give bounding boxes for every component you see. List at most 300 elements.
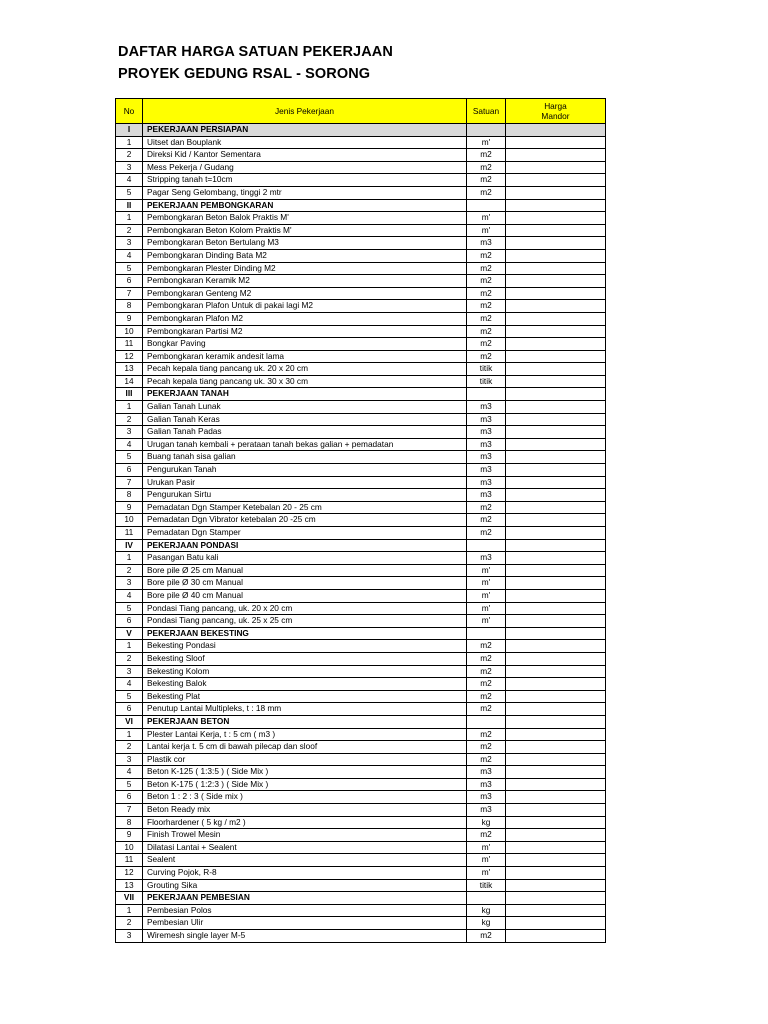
table-row <box>116 804 606 817</box>
row-description: Pembongkaran Partisi M2 <box>143 325 467 338</box>
row-unit: m2 <box>467 640 506 653</box>
row-unit: m2 <box>467 753 506 766</box>
table-row <box>116 741 606 754</box>
row-number: 8 <box>116 816 143 829</box>
row-number: 6 <box>116 464 143 477</box>
table-row <box>116 728 606 741</box>
row-unit: m2 <box>467 665 506 678</box>
row-harga-mandor <box>506 413 606 426</box>
row-description: Bore pile Ø 30 cm Manual <box>143 577 467 590</box>
row-unit: titik <box>467 375 506 388</box>
row-number: 4 <box>116 589 143 602</box>
table-row <box>116 791 606 804</box>
row-description: Plastik cor <box>143 753 467 766</box>
row-unit: m2 <box>467 514 506 527</box>
row-description: Bore pile Ø 25 cm Manual <box>143 564 467 577</box>
row-number: 1 <box>116 212 143 225</box>
row-harga-mandor <box>506 451 606 464</box>
row-number: 3 <box>116 753 143 766</box>
row-unit: m3 <box>467 426 506 439</box>
row-description: Penutup Lantai Multipleks, t : 18 mm <box>143 703 467 716</box>
row-harga-mandor <box>506 539 606 552</box>
row-unit <box>467 627 506 640</box>
row-number: 3 <box>116 665 143 678</box>
row-harga-mandor <box>506 703 606 716</box>
row-description: PEKERJAAN TANAH <box>143 388 467 401</box>
table-row <box>116 149 606 162</box>
row-description: Galian Tanah Lunak <box>143 401 467 414</box>
row-harga-mandor <box>506 766 606 779</box>
row-number: 9 <box>116 312 143 325</box>
row-harga-mandor <box>506 564 606 577</box>
row-description: Pengurukan Sirtu <box>143 489 467 502</box>
table-row <box>116 249 606 262</box>
row-unit: m3 <box>467 413 506 426</box>
row-harga-mandor <box>506 325 606 338</box>
row-number: 3 <box>116 237 143 250</box>
row-unit: m2 <box>467 161 506 174</box>
row-description: Uitset dan Bouplank <box>143 136 467 149</box>
row-harga-mandor <box>506 867 606 880</box>
row-number: 7 <box>116 476 143 489</box>
row-description: Bekesting Kolom <box>143 665 467 678</box>
table-row <box>116 917 606 930</box>
row-harga-mandor <box>506 690 606 703</box>
row-unit: m3 <box>467 489 506 502</box>
row-description: Bekesting Plat <box>143 690 467 703</box>
row-unit: m2 <box>467 325 506 338</box>
row-harga-mandor <box>506 186 606 199</box>
row-unit: m2 <box>467 678 506 691</box>
row-description: Pembongkaran Genteng M2 <box>143 287 467 300</box>
row-unit: m2 <box>467 527 506 540</box>
row-harga-mandor <box>506 212 606 225</box>
section-row <box>116 199 606 212</box>
row-number: 8 <box>116 489 143 502</box>
row-unit: m3 <box>467 438 506 451</box>
project-title: PROYEK GEDUNG RSAL - SORONG <box>118 66 371 82</box>
row-description: PEKERJAAN PEMBESIAN <box>143 892 467 905</box>
table-row <box>116 652 606 665</box>
table-row <box>116 136 606 149</box>
table-row <box>116 174 606 187</box>
table-row <box>116 577 606 590</box>
row-number: 4 <box>116 438 143 451</box>
row-number: 2 <box>116 741 143 754</box>
row-description: Direksi Kid / Kantor Sementara <box>143 149 467 162</box>
row-number: 1 <box>116 904 143 917</box>
row-unit: m2 <box>467 350 506 363</box>
row-number: 2 <box>116 917 143 930</box>
row-unit: m' <box>467 212 506 225</box>
header-harga-line2: Mandor <box>541 111 570 121</box>
row-harga-mandor <box>506 778 606 791</box>
table-row <box>116 350 606 363</box>
row-harga-mandor <box>506 854 606 867</box>
row-harga-mandor <box>506 300 606 313</box>
row-number: IV <box>116 539 143 552</box>
row-number: 6 <box>116 275 143 288</box>
row-description: PEKERJAAN PERSIAPAN <box>143 124 467 137</box>
table-row <box>116 325 606 338</box>
table-row <box>116 829 606 842</box>
row-description: PEKERJAAN BEKESTING <box>143 627 467 640</box>
row-harga-mandor <box>506 527 606 540</box>
row-description: Beton K-125 ( 1:3:5 ) ( Side Mix ) <box>143 766 467 779</box>
document-title: DAFTAR HARGA SATUAN PEKERJAAN <box>118 44 393 60</box>
row-unit: m3 <box>467 804 506 817</box>
table-row <box>116 753 606 766</box>
row-number: 14 <box>116 375 143 388</box>
row-description: Pengurukan Tanah <box>143 464 467 477</box>
table-row <box>116 514 606 527</box>
row-description: Pembesian Polos <box>143 904 467 917</box>
row-description: Pondasi Tiang pancang, uk. 25 x 25 cm <box>143 615 467 628</box>
table-row <box>116 527 606 540</box>
row-harga-mandor <box>506 930 606 943</box>
row-number: V <box>116 627 143 640</box>
row-harga-mandor <box>506 224 606 237</box>
row-unit: m' <box>467 841 506 854</box>
table-row <box>116 867 606 880</box>
row-description: Finish Trowel Mesin <box>143 829 467 842</box>
row-description: Pembongkaran Keramik M2 <box>143 275 467 288</box>
row-number: 5 <box>116 262 143 275</box>
row-number: 3 <box>116 930 143 943</box>
table-row <box>116 476 606 489</box>
table-row <box>116 678 606 691</box>
row-harga-mandor <box>506 338 606 351</box>
section-row <box>116 892 606 905</box>
row-harga-mandor <box>506 615 606 628</box>
row-number: 3 <box>116 577 143 590</box>
row-unit <box>467 892 506 905</box>
table-row <box>116 275 606 288</box>
row-description: Beton K-175 ( 1:2:3 ) ( Side Mix ) <box>143 778 467 791</box>
row-number: 11 <box>116 527 143 540</box>
row-description: Pecah kepala tiang pancang uk. 30 x 30 cm <box>143 375 467 388</box>
row-number: 10 <box>116 325 143 338</box>
row-number: 2 <box>116 564 143 577</box>
row-description: Pembongkaran Plester Dinding M2 <box>143 262 467 275</box>
row-description: Sealent <box>143 854 467 867</box>
row-unit: m2 <box>467 703 506 716</box>
row-harga-mandor <box>506 287 606 300</box>
price-table <box>115 98 606 943</box>
row-unit: m2 <box>467 741 506 754</box>
row-number: 6 <box>116 615 143 628</box>
row-unit: m3 <box>467 237 506 250</box>
row-harga-mandor <box>506 401 606 414</box>
row-unit: m' <box>467 577 506 590</box>
row-number: VII <box>116 892 143 905</box>
row-description: Dilatasi Lantai + Sealent <box>143 841 467 854</box>
row-unit <box>467 388 506 401</box>
row-unit: kg <box>467 904 506 917</box>
table-row <box>116 401 606 414</box>
table-row <box>116 552 606 565</box>
row-harga-mandor <box>506 577 606 590</box>
row-harga-mandor <box>506 892 606 905</box>
row-number: II <box>116 199 143 212</box>
table-row <box>116 237 606 250</box>
row-description: Floorhardener ( 5 kg / m2 ) <box>143 816 467 829</box>
row-harga-mandor <box>506 804 606 817</box>
row-description: Pasangan Batu kali <box>143 552 467 565</box>
row-number: 6 <box>116 791 143 804</box>
row-number: 13 <box>116 363 143 376</box>
row-harga-mandor <box>506 363 606 376</box>
row-description: Curving Pojok, R-8 <box>143 867 467 880</box>
row-harga-mandor <box>506 388 606 401</box>
row-number: 6 <box>116 703 143 716</box>
table-row <box>116 778 606 791</box>
row-unit: m2 <box>467 186 506 199</box>
row-number: III <box>116 388 143 401</box>
row-unit: m' <box>467 602 506 615</box>
table-row <box>116 426 606 439</box>
row-number: 4 <box>116 766 143 779</box>
row-description: Urugan tanah kembali + perataan tanah bekas galian + pemadatan <box>143 438 467 451</box>
row-description: Mess Pekerja / Gudang <box>143 161 467 174</box>
row-unit: m3 <box>467 451 506 464</box>
row-unit: m2 <box>467 287 506 300</box>
row-harga-mandor <box>506 350 606 363</box>
row-number: 2 <box>116 652 143 665</box>
row-unit: m' <box>467 564 506 577</box>
row-harga-mandor <box>506 275 606 288</box>
row-number: 5 <box>116 690 143 703</box>
row-unit: m' <box>467 224 506 237</box>
row-description: Lantai kerja t. 5 cm di bawah pilecap dan sloof <box>143 741 467 754</box>
row-harga-mandor <box>506 262 606 275</box>
row-unit: m2 <box>467 690 506 703</box>
row-harga-mandor <box>506 312 606 325</box>
row-description: Beton Ready mix <box>143 804 467 817</box>
row-unit: m3 <box>467 401 506 414</box>
row-unit: m2 <box>467 249 506 262</box>
row-number: 1 <box>116 401 143 414</box>
row-harga-mandor <box>506 728 606 741</box>
row-description: Bongkar Paving <box>143 338 467 351</box>
row-harga-mandor <box>506 904 606 917</box>
row-unit: m2 <box>467 338 506 351</box>
table-row <box>116 287 606 300</box>
row-description: Wiremesh single layer M-5 <box>143 930 467 943</box>
row-harga-mandor <box>506 816 606 829</box>
row-harga-mandor <box>506 489 606 502</box>
row-unit: m2 <box>467 312 506 325</box>
row-description: Urukan Pasir <box>143 476 467 489</box>
header-satuan: Satuan <box>467 99 506 124</box>
row-description: Galian Tanah Padas <box>143 426 467 439</box>
table-row <box>116 640 606 653</box>
table-body <box>116 124 606 943</box>
row-description: Pemadatan Dgn Stamper Ketebalan 20 - 25 cm <box>143 501 467 514</box>
row-description: Bekesting Balok <box>143 678 467 691</box>
row-number: 1 <box>116 552 143 565</box>
row-number: 9 <box>116 501 143 514</box>
row-unit: m2 <box>467 262 506 275</box>
row-description: Grouting Sika <box>143 879 467 892</box>
row-harga-mandor <box>506 237 606 250</box>
row-number: 3 <box>116 161 143 174</box>
row-number: 5 <box>116 602 143 615</box>
row-unit: m' <box>467 136 506 149</box>
row-number: 9 <box>116 829 143 842</box>
row-unit: m2 <box>467 501 506 514</box>
section-row <box>116 627 606 640</box>
row-harga-mandor <box>506 678 606 691</box>
row-harga-mandor <box>506 829 606 842</box>
row-harga-mandor <box>506 640 606 653</box>
row-number: 2 <box>116 224 143 237</box>
row-number: 10 <box>116 514 143 527</box>
row-harga-mandor <box>506 149 606 162</box>
row-harga-mandor <box>506 375 606 388</box>
row-unit: m3 <box>467 552 506 565</box>
row-number: 1 <box>116 136 143 149</box>
row-description: Pagar Seng Gelombang, tinggi 2 mtr <box>143 186 467 199</box>
row-description: Pembongkaran Beton Balok Praktis M' <box>143 212 467 225</box>
row-unit: m' <box>467 867 506 880</box>
row-description: Pembongkaran Beton Kolom Praktis M' <box>143 224 467 237</box>
row-unit <box>467 199 506 212</box>
row-harga-mandor <box>506 652 606 665</box>
table-row <box>116 501 606 514</box>
row-unit: m' <box>467 589 506 602</box>
row-description: Pembongkaran Dinding Bata M2 <box>143 249 467 262</box>
row-unit: m2 <box>467 829 506 842</box>
row-number: 13 <box>116 879 143 892</box>
row-harga-mandor <box>506 879 606 892</box>
row-description: Pembongkaran keramik andesit lama <box>143 350 467 363</box>
row-description: Bekesting Pondasi <box>143 640 467 653</box>
table-row <box>116 224 606 237</box>
row-unit: m2 <box>467 149 506 162</box>
row-unit: m3 <box>467 766 506 779</box>
row-description: Pembongkaran Plafon Untuk di pakai lagi M2 <box>143 300 467 313</box>
row-unit <box>467 124 506 137</box>
row-harga-mandor <box>506 124 606 137</box>
row-unit: kg <box>467 917 506 930</box>
row-unit: kg <box>467 816 506 829</box>
row-number: 1 <box>116 640 143 653</box>
table-row <box>116 363 606 376</box>
row-number: 5 <box>116 451 143 464</box>
table-row <box>116 589 606 602</box>
table-row <box>116 300 606 313</box>
row-description: Pecah kepala tiang pancang uk. 20 x 20 cm <box>143 363 467 376</box>
table-row <box>116 438 606 451</box>
row-harga-mandor <box>506 438 606 451</box>
row-unit: m2 <box>467 275 506 288</box>
table-row <box>116 413 606 426</box>
row-harga-mandor <box>506 791 606 804</box>
header-no: No <box>116 99 143 124</box>
row-unit: titik <box>467 879 506 892</box>
row-description: Pondasi Tiang pancang, uk. 20 x 20 cm <box>143 602 467 615</box>
row-harga-mandor <box>506 753 606 766</box>
row-description: Buang tanah sisa galian <box>143 451 467 464</box>
table-row <box>116 766 606 779</box>
table-row <box>116 816 606 829</box>
row-unit <box>467 715 506 728</box>
row-description: Beton 1 : 2 : 3 ( Side mix ) <box>143 791 467 804</box>
table-row <box>116 262 606 275</box>
row-harga-mandor <box>506 741 606 754</box>
row-description: PEKERJAAN BETON <box>143 715 467 728</box>
row-unit: m3 <box>467 791 506 804</box>
table-row <box>116 451 606 464</box>
row-description: Pembesian Ulir <box>143 917 467 930</box>
table-row <box>116 930 606 943</box>
section-row <box>116 539 606 552</box>
row-description: Bore pile Ø 40 cm Manual <box>143 589 467 602</box>
row-harga-mandor <box>506 917 606 930</box>
table-row <box>116 186 606 199</box>
section-row <box>116 388 606 401</box>
row-harga-mandor <box>506 136 606 149</box>
row-unit <box>467 539 506 552</box>
table-row <box>116 690 606 703</box>
row-number: 7 <box>116 287 143 300</box>
row-number: 2 <box>116 413 143 426</box>
row-unit: m3 <box>467 464 506 477</box>
row-description: Galian Tanah Keras <box>143 413 467 426</box>
row-description: Bekesting Sloof <box>143 652 467 665</box>
table-row <box>116 375 606 388</box>
row-harga-mandor <box>506 501 606 514</box>
row-harga-mandor <box>506 715 606 728</box>
table-row <box>116 703 606 716</box>
row-harga-mandor <box>506 841 606 854</box>
row-description: Pembongkaran Beton Bertulang M3 <box>143 237 467 250</box>
table-row <box>116 854 606 867</box>
row-harga-mandor <box>506 589 606 602</box>
row-harga-mandor <box>506 476 606 489</box>
row-harga-mandor <box>506 665 606 678</box>
row-number: I <box>116 124 143 137</box>
row-harga-mandor <box>506 161 606 174</box>
row-number: 4 <box>116 249 143 262</box>
row-description: Pemadatan Dgn Stamper <box>143 527 467 540</box>
row-unit: m' <box>467 854 506 867</box>
row-harga-mandor <box>506 199 606 212</box>
row-unit: m3 <box>467 476 506 489</box>
row-description: Plester Lantai Kerja, t : 5 cm ( m3 ) <box>143 728 467 741</box>
row-number: 5 <box>116 186 143 199</box>
header-harga-mandor <box>506 99 606 124</box>
row-unit: m2 <box>467 300 506 313</box>
section-row <box>116 715 606 728</box>
table-row <box>116 161 606 174</box>
table-row <box>116 615 606 628</box>
row-description: Pemadatan Dgn Vibrator ketebalan 20 -25 cm <box>143 514 467 527</box>
row-number: 1 <box>116 728 143 741</box>
row-harga-mandor <box>506 514 606 527</box>
table-header-row <box>116 99 606 124</box>
row-number: 12 <box>116 867 143 880</box>
row-unit: m2 <box>467 652 506 665</box>
table-row <box>116 212 606 225</box>
row-unit: m' <box>467 615 506 628</box>
row-harga-mandor <box>506 464 606 477</box>
row-number: 5 <box>116 778 143 791</box>
row-number: 3 <box>116 426 143 439</box>
row-number: 2 <box>116 149 143 162</box>
table-row <box>116 904 606 917</box>
